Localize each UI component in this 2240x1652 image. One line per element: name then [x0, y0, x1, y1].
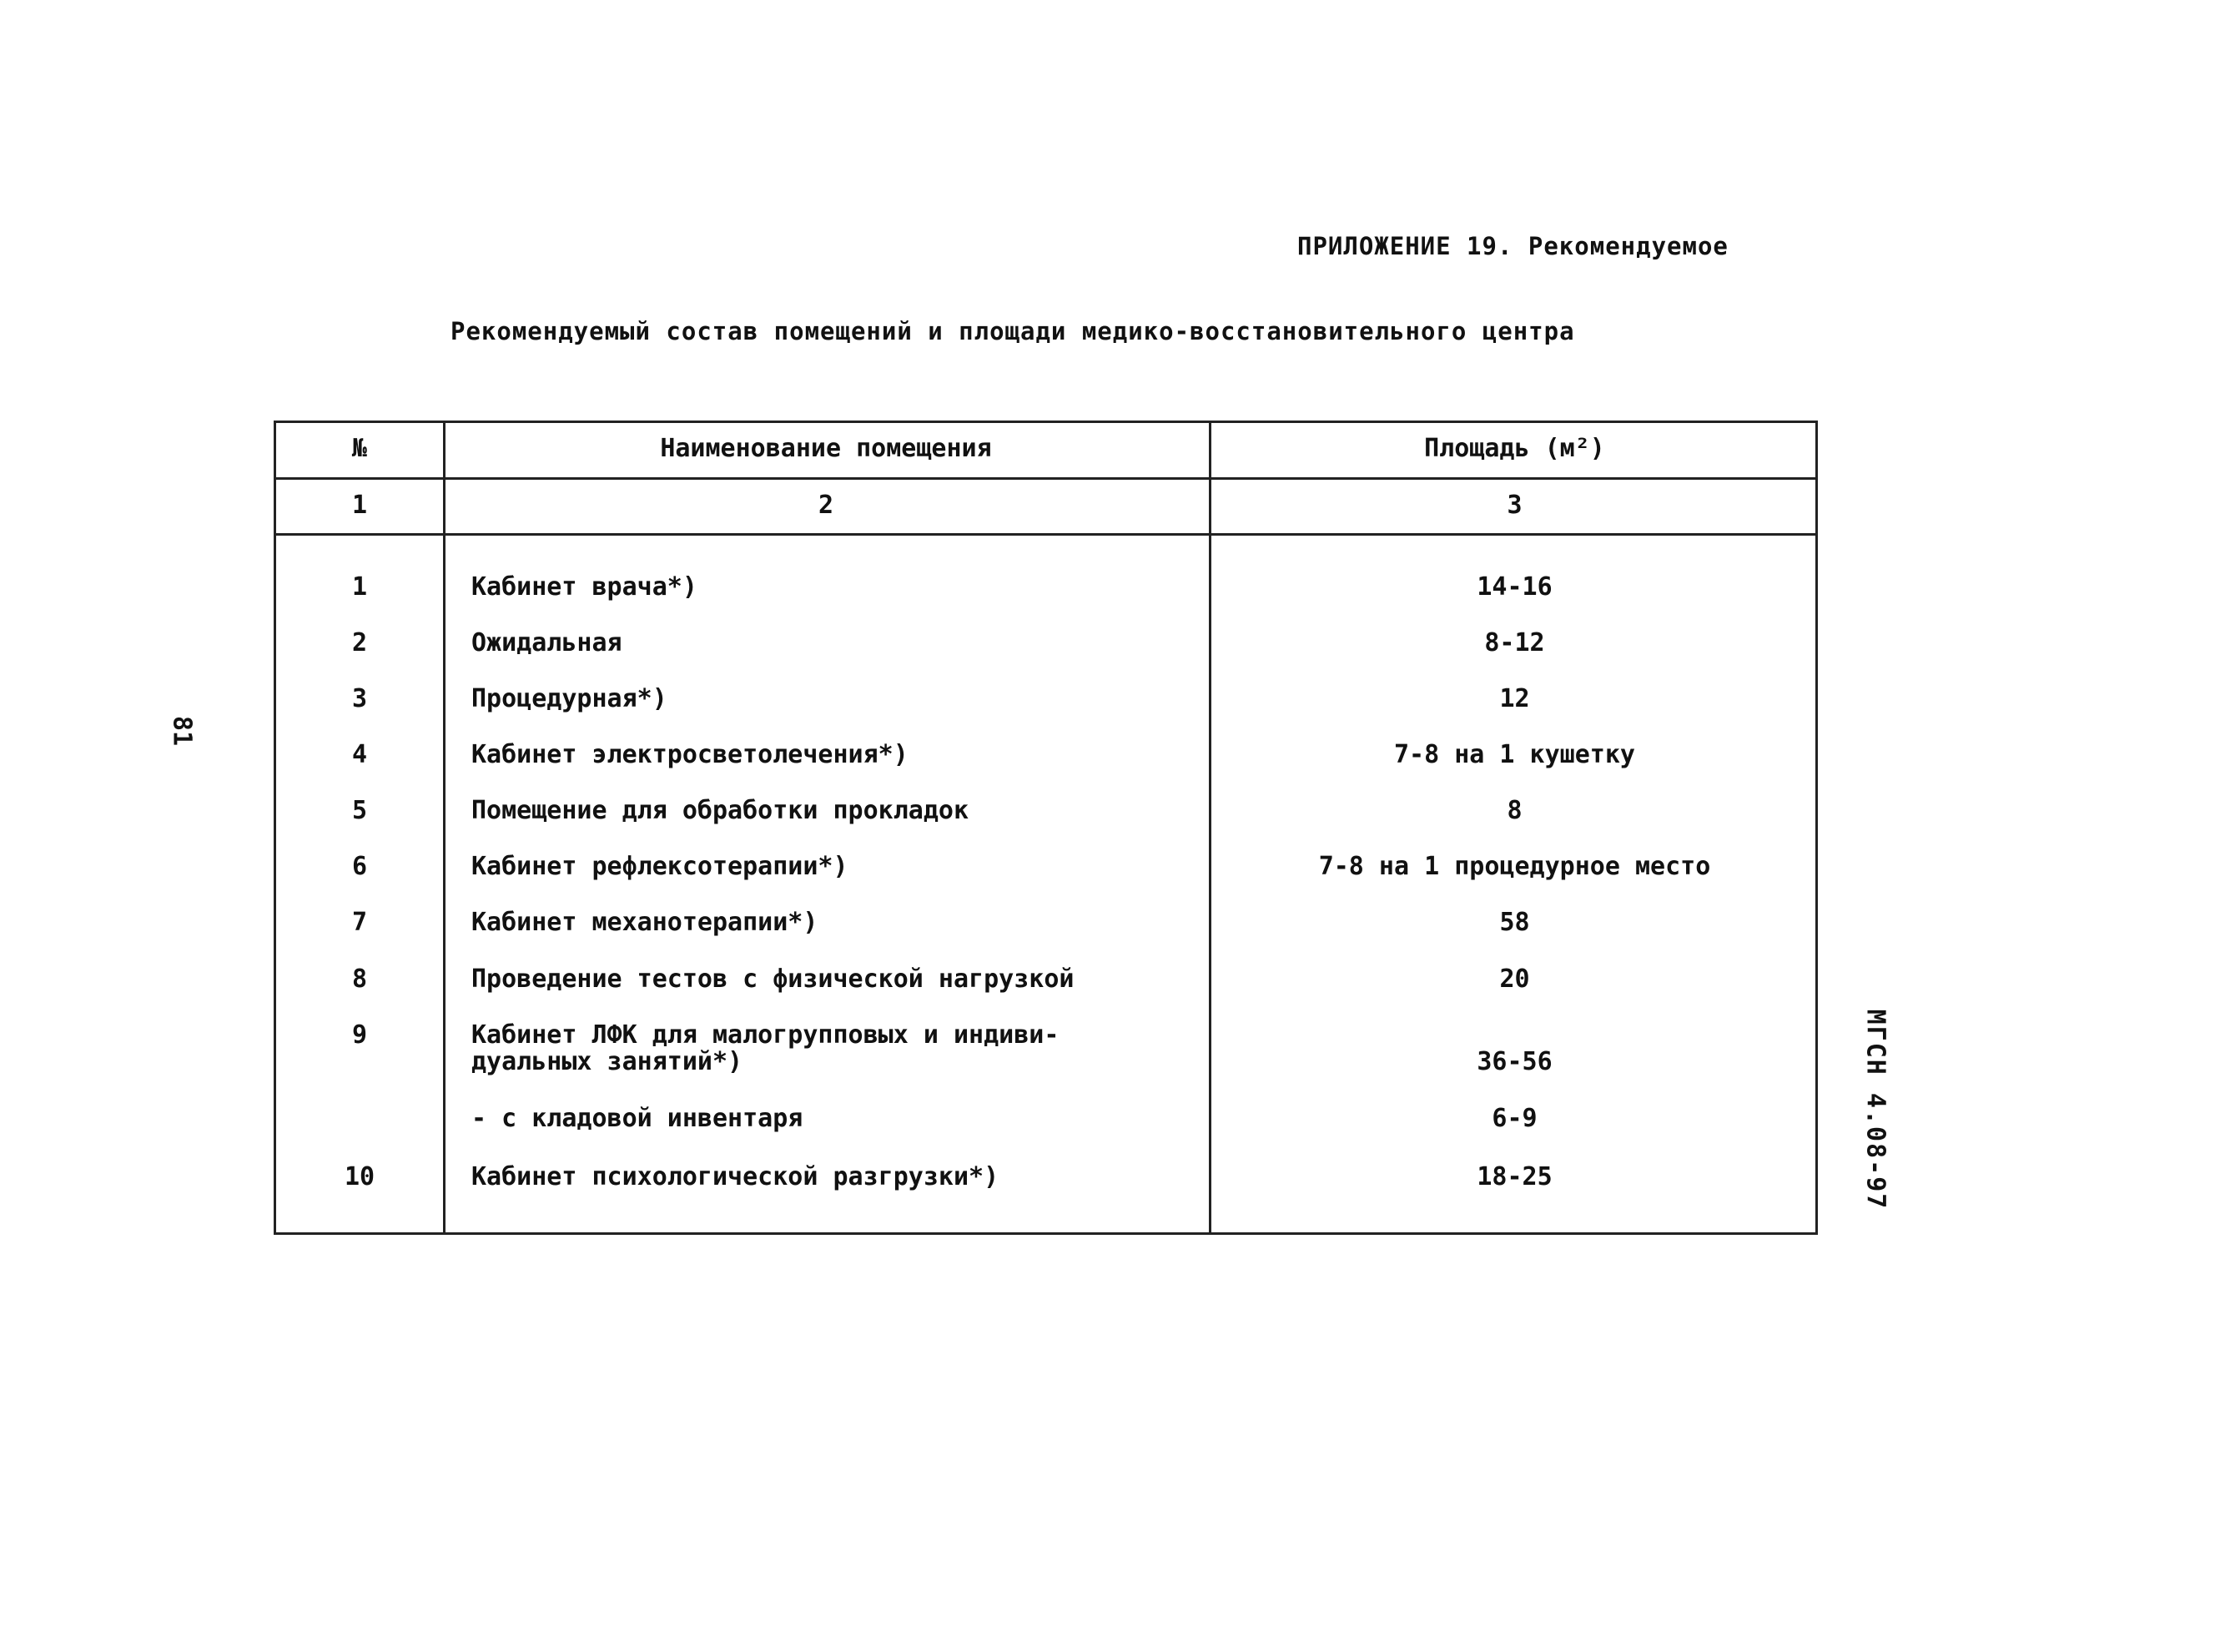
room-name: Кабинет рефлексотерапии*) [471, 852, 848, 881]
column-number: 3 [1507, 491, 1523, 520]
room-area: 7-8 на 1 процедурное место [1318, 852, 1711, 881]
document-code: МГСН 4.08-97 [1860, 1009, 1890, 1211]
room-name: Кабинет психологической разгрузки*) [471, 1162, 999, 1191]
room-name: Кабинет врача*) [471, 572, 697, 602]
room-area: 8 [1507, 796, 1523, 825]
appendix-label: ПРИЛОЖЕНИЕ 19. Рекомендуемое [1297, 232, 1729, 260]
row-number: 2 [351, 628, 368, 657]
header-number: № [351, 434, 368, 463]
room-name: - с кладовой инвентаря [471, 1104, 803, 1133]
room-area: 12 [1499, 684, 1530, 713]
row-number: 7 [351, 908, 368, 937]
room-area: 14-16 [1477, 572, 1553, 602]
column-number: 2 [818, 491, 834, 520]
room-name: Помещение для обработки прокладок [471, 796, 969, 825]
row-number: 1 [351, 572, 368, 602]
room-area: 18-25 [1477, 1162, 1553, 1191]
room-area: 8-12 [1484, 628, 1545, 657]
room-name: Проведение тестов с физической нагрузкой [471, 965, 1075, 994]
row-number: 9 [351, 1020, 368, 1050]
row-divider [276, 533, 1815, 536]
row-number: 3 [351, 684, 368, 713]
row-number: 6 [351, 852, 368, 881]
row-divider [276, 477, 1815, 480]
row-number: 8 [351, 965, 368, 994]
header-room-name: Наименование помещения [660, 434, 992, 463]
column-divider [443, 423, 445, 1232]
header-area: Площадь (м²) [1424, 434, 1605, 463]
room-name: Ожидальная [471, 628, 622, 657]
room-area: 36-56 [1477, 1047, 1553, 1076]
room-name: Кабинет механотерапии*) [471, 908, 818, 937]
room-area: 58 [1499, 908, 1530, 937]
room-area: 6-9 [1492, 1104, 1538, 1133]
room-name: Кабинет ЛФК для малогрупповых и индиви- [471, 1020, 1060, 1050]
document-title: Рекомендуемый состав помещений и площади медико-восстановительного центра [451, 317, 1575, 345]
row-number: 4 [351, 740, 368, 769]
room-name-continuation: дуальных занятий*) [471, 1047, 743, 1076]
room-name: Процедурная*) [471, 684, 667, 713]
column-number: 1 [351, 491, 368, 520]
row-number: 10 [344, 1162, 375, 1191]
room-name: Кабинет электросветолечения*) [471, 740, 909, 769]
page-number: 81 [167, 715, 197, 747]
rooms-table [274, 421, 1818, 1235]
row-number: 5 [351, 796, 368, 825]
room-area: 7-8 на 1 кушетку [1394, 740, 1635, 769]
room-area: 20 [1499, 965, 1530, 994]
